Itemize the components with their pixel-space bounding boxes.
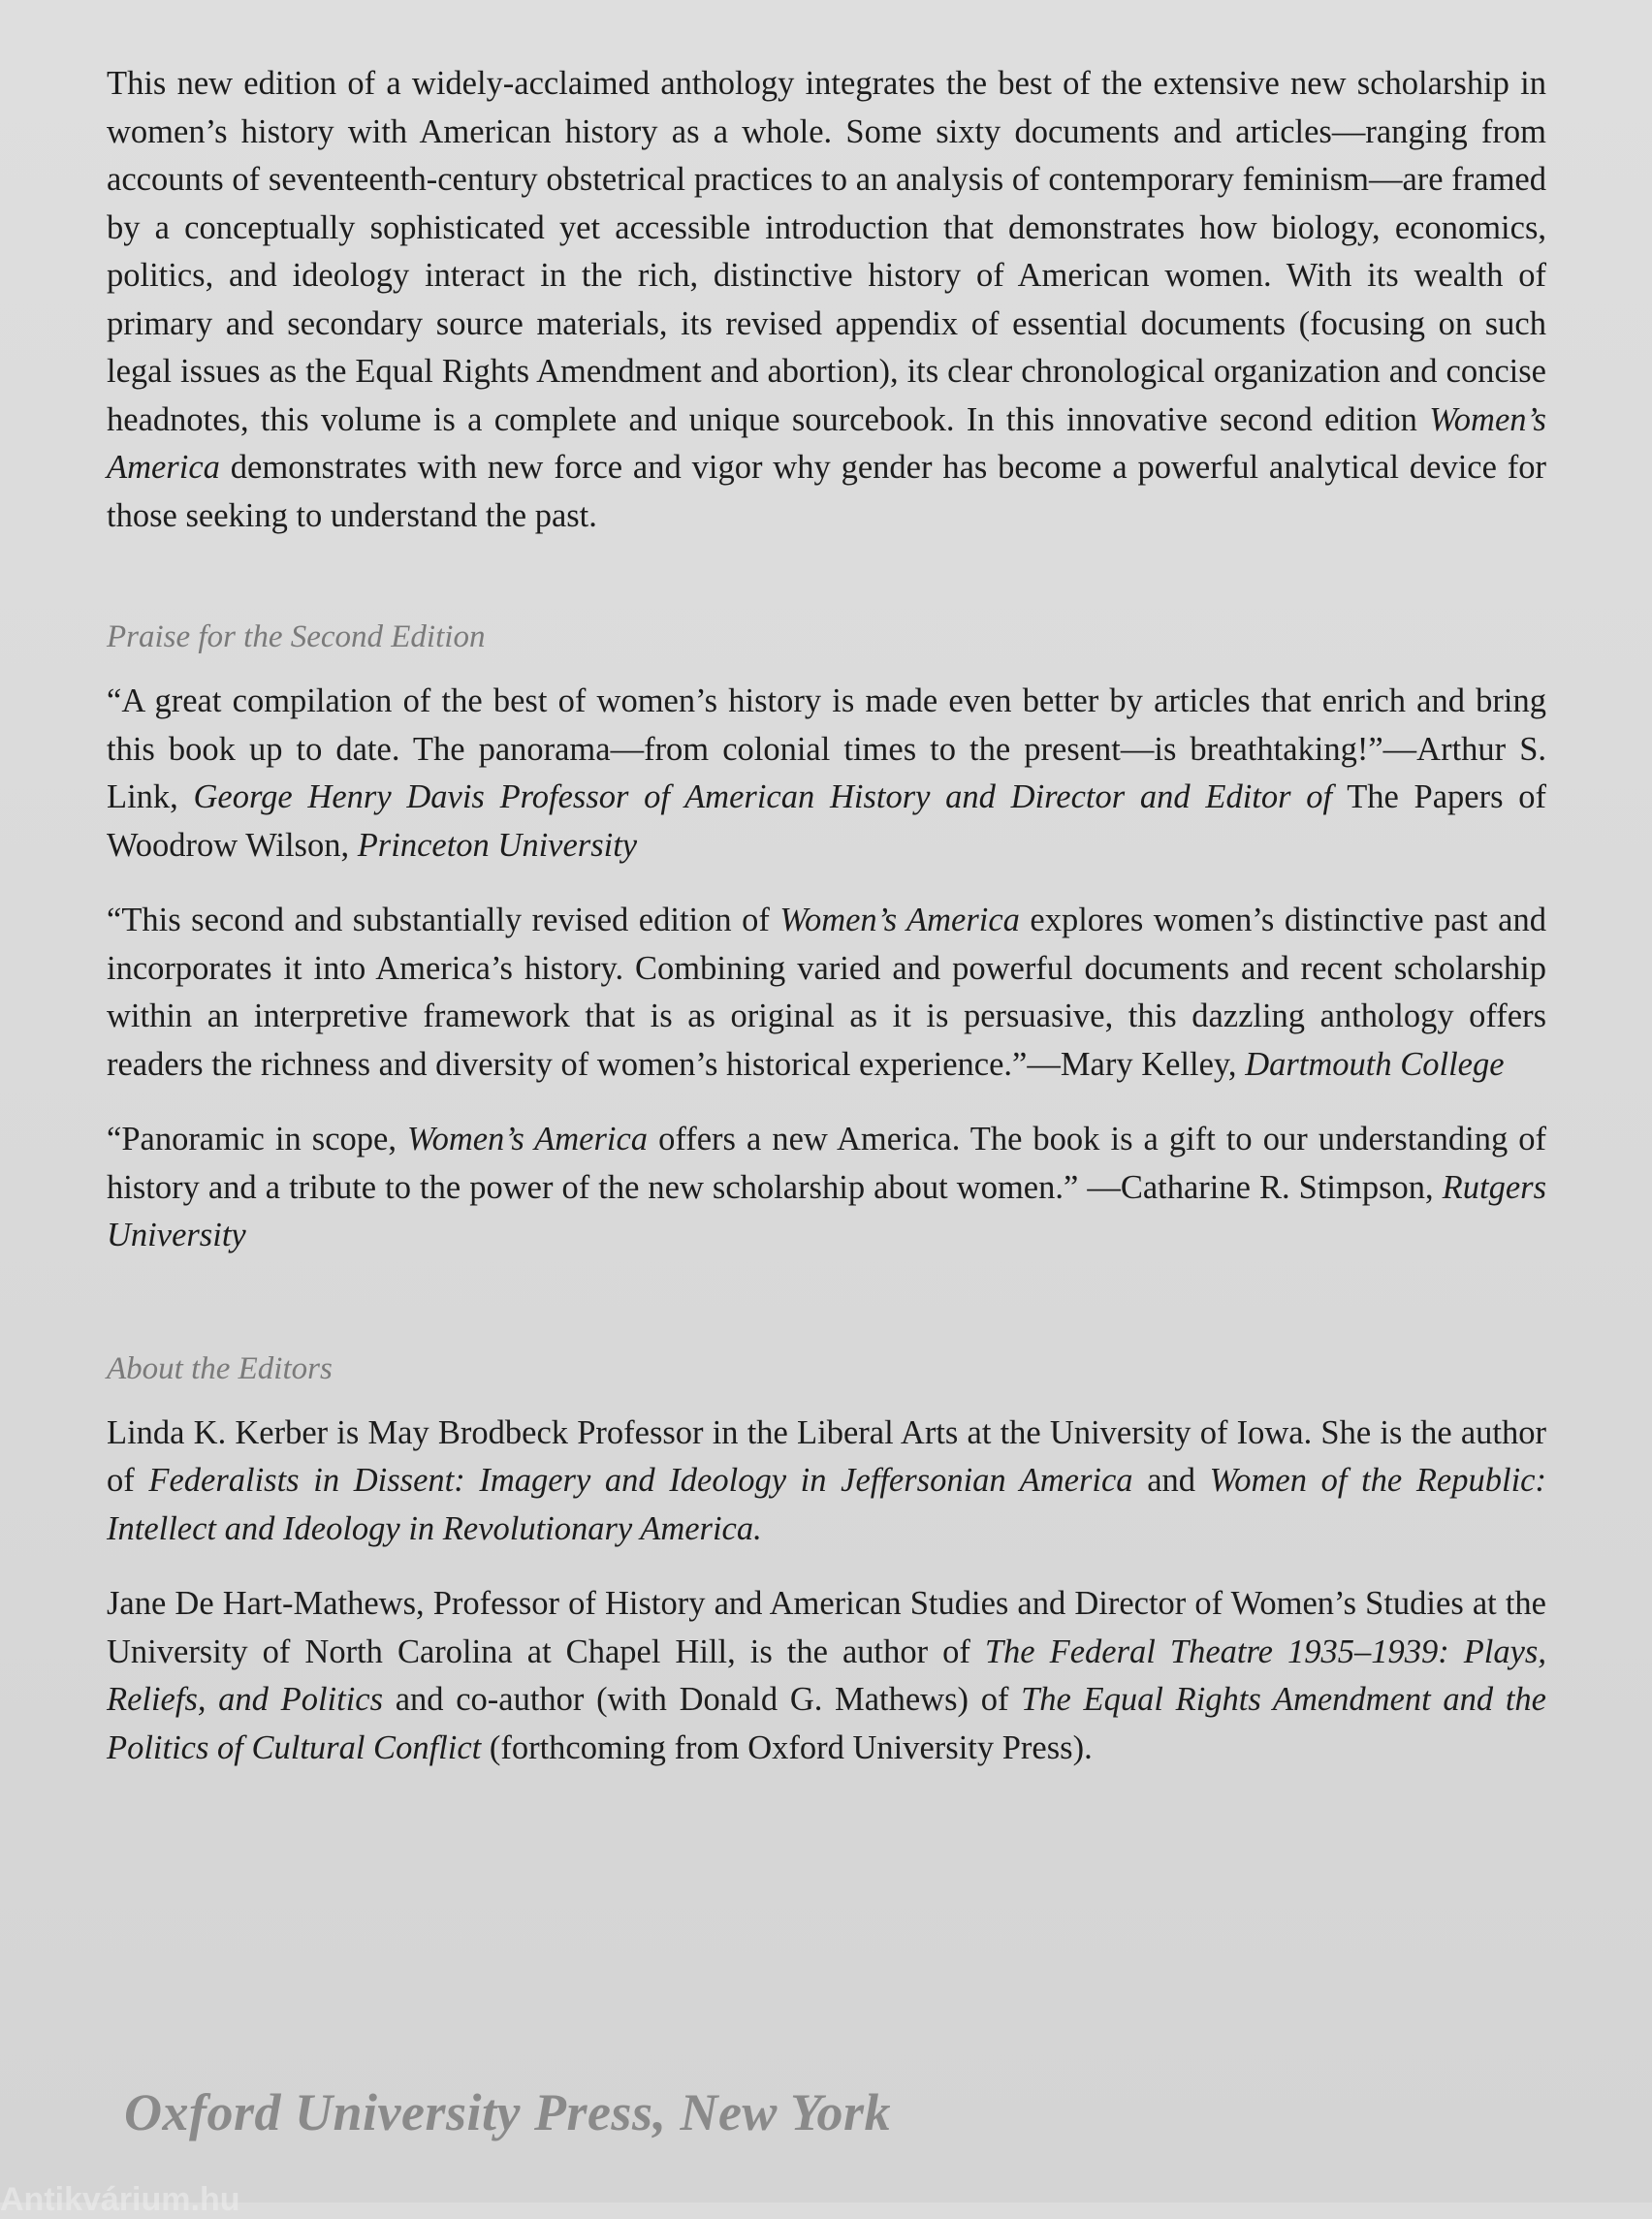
book-description (107, 60, 1546, 540)
quote-link-role: George Henry Davis Professor of American History and Director and Editor of (193, 778, 1333, 815)
publisher-imprint: Oxford University Press, New York (124, 2083, 891, 2141)
description-text: This new edition of a widely-acclaimed anthology integrates the best of the extensive new scholarship in women’s history with American history as a whole. Some sixty documents and articles—ranging from accounts of seventeenth-century obstetrical practices to an analysis of contemporary feminism—are framed by a conceptually sophisticated yet accessible introduction that demonstrates how biology, economics, politics, and ideology interact in the rich, distinctive history of American women. With its wealth of primary and secondary source materials, its revised appendix of essential documents (focusing on such legal issues as the Equal Rights Amendment and abortion), its clear chronological organization and concise headnotes, this volume is a complete and unique sourcebook. In this innovative second edition (107, 65, 1546, 438)
quote-stimpson (107, 1116, 1546, 1260)
quote-kelley-book-title: Women’s America (779, 902, 1020, 938)
quote-link-work: The Papers of Woodrow Wilson, (107, 778, 1546, 864)
quote-kelley (107, 897, 1546, 1089)
kerber-book-2: Women of the Republic: Intellect and Ideology in Revolutionary America. (107, 1462, 1546, 1547)
dehart-book-1: The Federal Theatre 1935–1939: Plays, Reliefs, and Politics (107, 1633, 1546, 1718)
cover-text (107, 60, 1546, 1772)
dehart-bio-coauthor: and co-author (with Donald G. Mathews) of (383, 1681, 1022, 1718)
editor-kerber-bio (107, 1410, 1546, 1554)
quote-stimpson-institution: Rutgers University (107, 1168, 1546, 1253)
quote-stimpson-text: “Panoramic in scope, (107, 1121, 407, 1157)
quote-link-text: “A great compilation of the best of women’s history is made even better by articles that enrich and bring this book up to date. The panorama—from colonial times to the present—is breathtaking!”—Arthur S. Link, (107, 682, 1546, 815)
watermark: Antikvárium.hu (0, 2181, 240, 2218)
kerber-bio-and: and (1132, 1462, 1210, 1499)
editor-dehart-bio (107, 1580, 1546, 1772)
quote-kelley-institution: Dartmouth College (1245, 1045, 1505, 1083)
quote-link-institution: Princeton University (357, 826, 638, 864)
quote-stimpson-text-end: offers a new America. The book is a gift to our understanding of history and a tribute to the power of the new scholarship about women.” —Catharine R. Stimpson, (107, 1121, 1546, 1206)
quote-stimpson-book-title: Women’s America (407, 1121, 649, 1157)
kerber-bio-text: Linda K. Kerber is May Brodbeck Professor in the Liberal Arts at the University of Iowa. She is the author of (107, 1413, 1546, 1499)
quote-kelley-text-end: explores women’s distinctive past and incorporates it into America’s history. Combining varied and powerful documents and recent scholarship within an interpretive framework that is as original as it is persuasive, this dazzling anthology offers readers the richness and diversity of women’s historical experience.”—Mary Kelley, (107, 902, 1546, 1083)
dehart-book-2: The Equal Rights Amendment and the Politics of Cultural Conflict (107, 1681, 1546, 1766)
quote-link (107, 678, 1546, 870)
quote-kelley-text: “This second and substantially revised edition of (107, 902, 780, 938)
editors-heading: About the Editors (107, 1350, 333, 1386)
kerber-book-1: Federalists in Dissent: Imagery and Ideology in Jeffersonian America (148, 1462, 1133, 1499)
description-text-end: demonstrates with new force and vigor why gender has become a powerful analytical device for those seeking to understand the past. (107, 449, 1546, 534)
dehart-bio-end: (forthcoming from Oxford University Press). (481, 1728, 1093, 1766)
description-book-title: Women’s America (107, 400, 1546, 486)
praise-heading: Praise for the Second Edition (107, 619, 486, 654)
dehart-bio-text: Jane De Hart-Mathews, Professor of History and American Studies and Director of Women’s Studies at the University of North Carolina at Chapel Hill, is the author of (107, 1585, 1546, 1670)
